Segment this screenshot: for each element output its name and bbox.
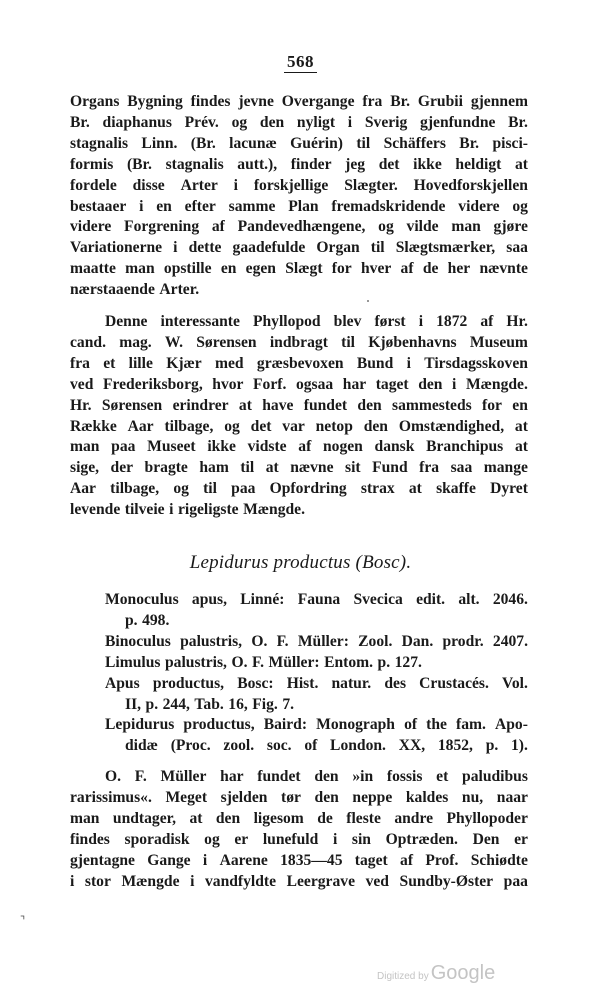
body-line: bestaaer i en efter samme Plan fremadskridende videre og — [70, 197, 528, 215]
body-line: man paa Museet ikke vidste af nogen dansk Branchipus at — [70, 438, 528, 456]
body-line: findes sporadisk og er lunefuld i sin Optræden. Den er — [70, 830, 528, 848]
body-line: videre Forgrening af Pandevedhængene, og vilde man gjøre — [70, 218, 528, 236]
body-line: nærstaaende Arter. — [70, 281, 200, 299]
body-line: ved Frederiksborg, hvor Forf. ogsaa har taget den i Mængde. — [70, 375, 528, 393]
reference-line: Apus productus, Bosc: Hist. natur. des Crustacés. Vol. — [105, 674, 528, 692]
body-line: man undtager, at den ligesom de fleste andre Phyllopoder — [70, 809, 528, 827]
body-line: Aar tilbage, og til paa Opfordring strax at skaffe Dyret — [70, 480, 528, 498]
body-line: Række Aar tilbage, og det var netop den Omstændighed, at — [70, 417, 528, 435]
body-line: Br. diaphanus Prév. og den nyligt i Sverig gjenfundne Br. — [70, 113, 528, 131]
body-line: i stor Mængde i vandfyldte Leergrave ved Sundby-Øster paa — [70, 872, 528, 890]
body-line: stagnalis Linn. (Br. lacunæ Guérin) til Schäffers Br. pisci- — [70, 134, 528, 152]
body-line: Hr. Sørensen erindrer at have fundet den sammesteds for en — [70, 396, 528, 414]
body-line: fordele disse Arter i forskjellige Slægter. Hovedforskjellen — [70, 176, 528, 194]
body-line: fra et lille Kjær med græsbevoxen Bund i Tirsdagsskoven — [70, 354, 528, 372]
reference-line: p. 498. — [125, 611, 170, 629]
body-line: O. F. Müller har fundet den »in fossis et paludibus — [105, 768, 528, 785]
body-line: Organs Bygning findes jevne Overgange fra Br. Grubii gjennem — [70, 93, 528, 110]
reference-line: II, p. 244, Tab. 16, Fig. 7. — [125, 695, 295, 713]
ink-speck — [367, 300, 369, 302]
reference-line: Monoculus apus, Linné: Fauna Svecica edit. alt. 2046. — [105, 591, 528, 608]
body-line: sige, der bragte ham til at nævne sit Fund fra saa mange — [70, 459, 528, 477]
body-line: levende tilveie i rigeligste Mængde. — [70, 501, 306, 519]
body-line: cand. mag. W. Sørensen indbragt til Kjøbenhavns Museum — [70, 333, 528, 351]
reference-line: Lepidurus productus, Baird: Monograph of the fam. Apo- — [105, 716, 528, 734]
body-line: maatte man opstille en egen Slægt for hver af de her nævnte — [70, 260, 528, 278]
body-line: gjentagne Gange i Aarene 1835—45 taget af Prof. Schiødte — [70, 851, 528, 869]
reference-line: didæ (Proc. zool. soc. of London. XX, 1852, p. 1). — [125, 737, 528, 755]
body-line: formis (Br. stagnalis autt.), finder jeg det ikke heldigt at — [70, 155, 528, 173]
body-line: rarissimus«. Meget sjelden tør den neppe kaldes nu, naar — [70, 788, 528, 806]
page-number: 568 — [0, 52, 601, 72]
watermark-google-logo: Google — [430, 962, 496, 984]
body-line: Denne interessante Phyllopod blev først i 1872 af Hr. — [105, 313, 528, 330]
body-line: Variationerne i dette gaadefulde Organ til Slægtsmærker, saa — [70, 239, 528, 257]
digitized-watermark — [377, 962, 495, 985]
watermark-digitized-by: Digitized by — [377, 971, 429, 982]
reference-line: Binoculus palustris, O. F. Müller: Zool. Dan. prodr. 2407. — [105, 632, 528, 650]
section-heading: Lepidurus productus (Bosc). — [189, 552, 412, 573]
reference-line: Limulus palustris, O. F. Müller: Entom. p. 127. — [105, 653, 422, 671]
corner-mark: ⌝ — [20, 915, 26, 927]
